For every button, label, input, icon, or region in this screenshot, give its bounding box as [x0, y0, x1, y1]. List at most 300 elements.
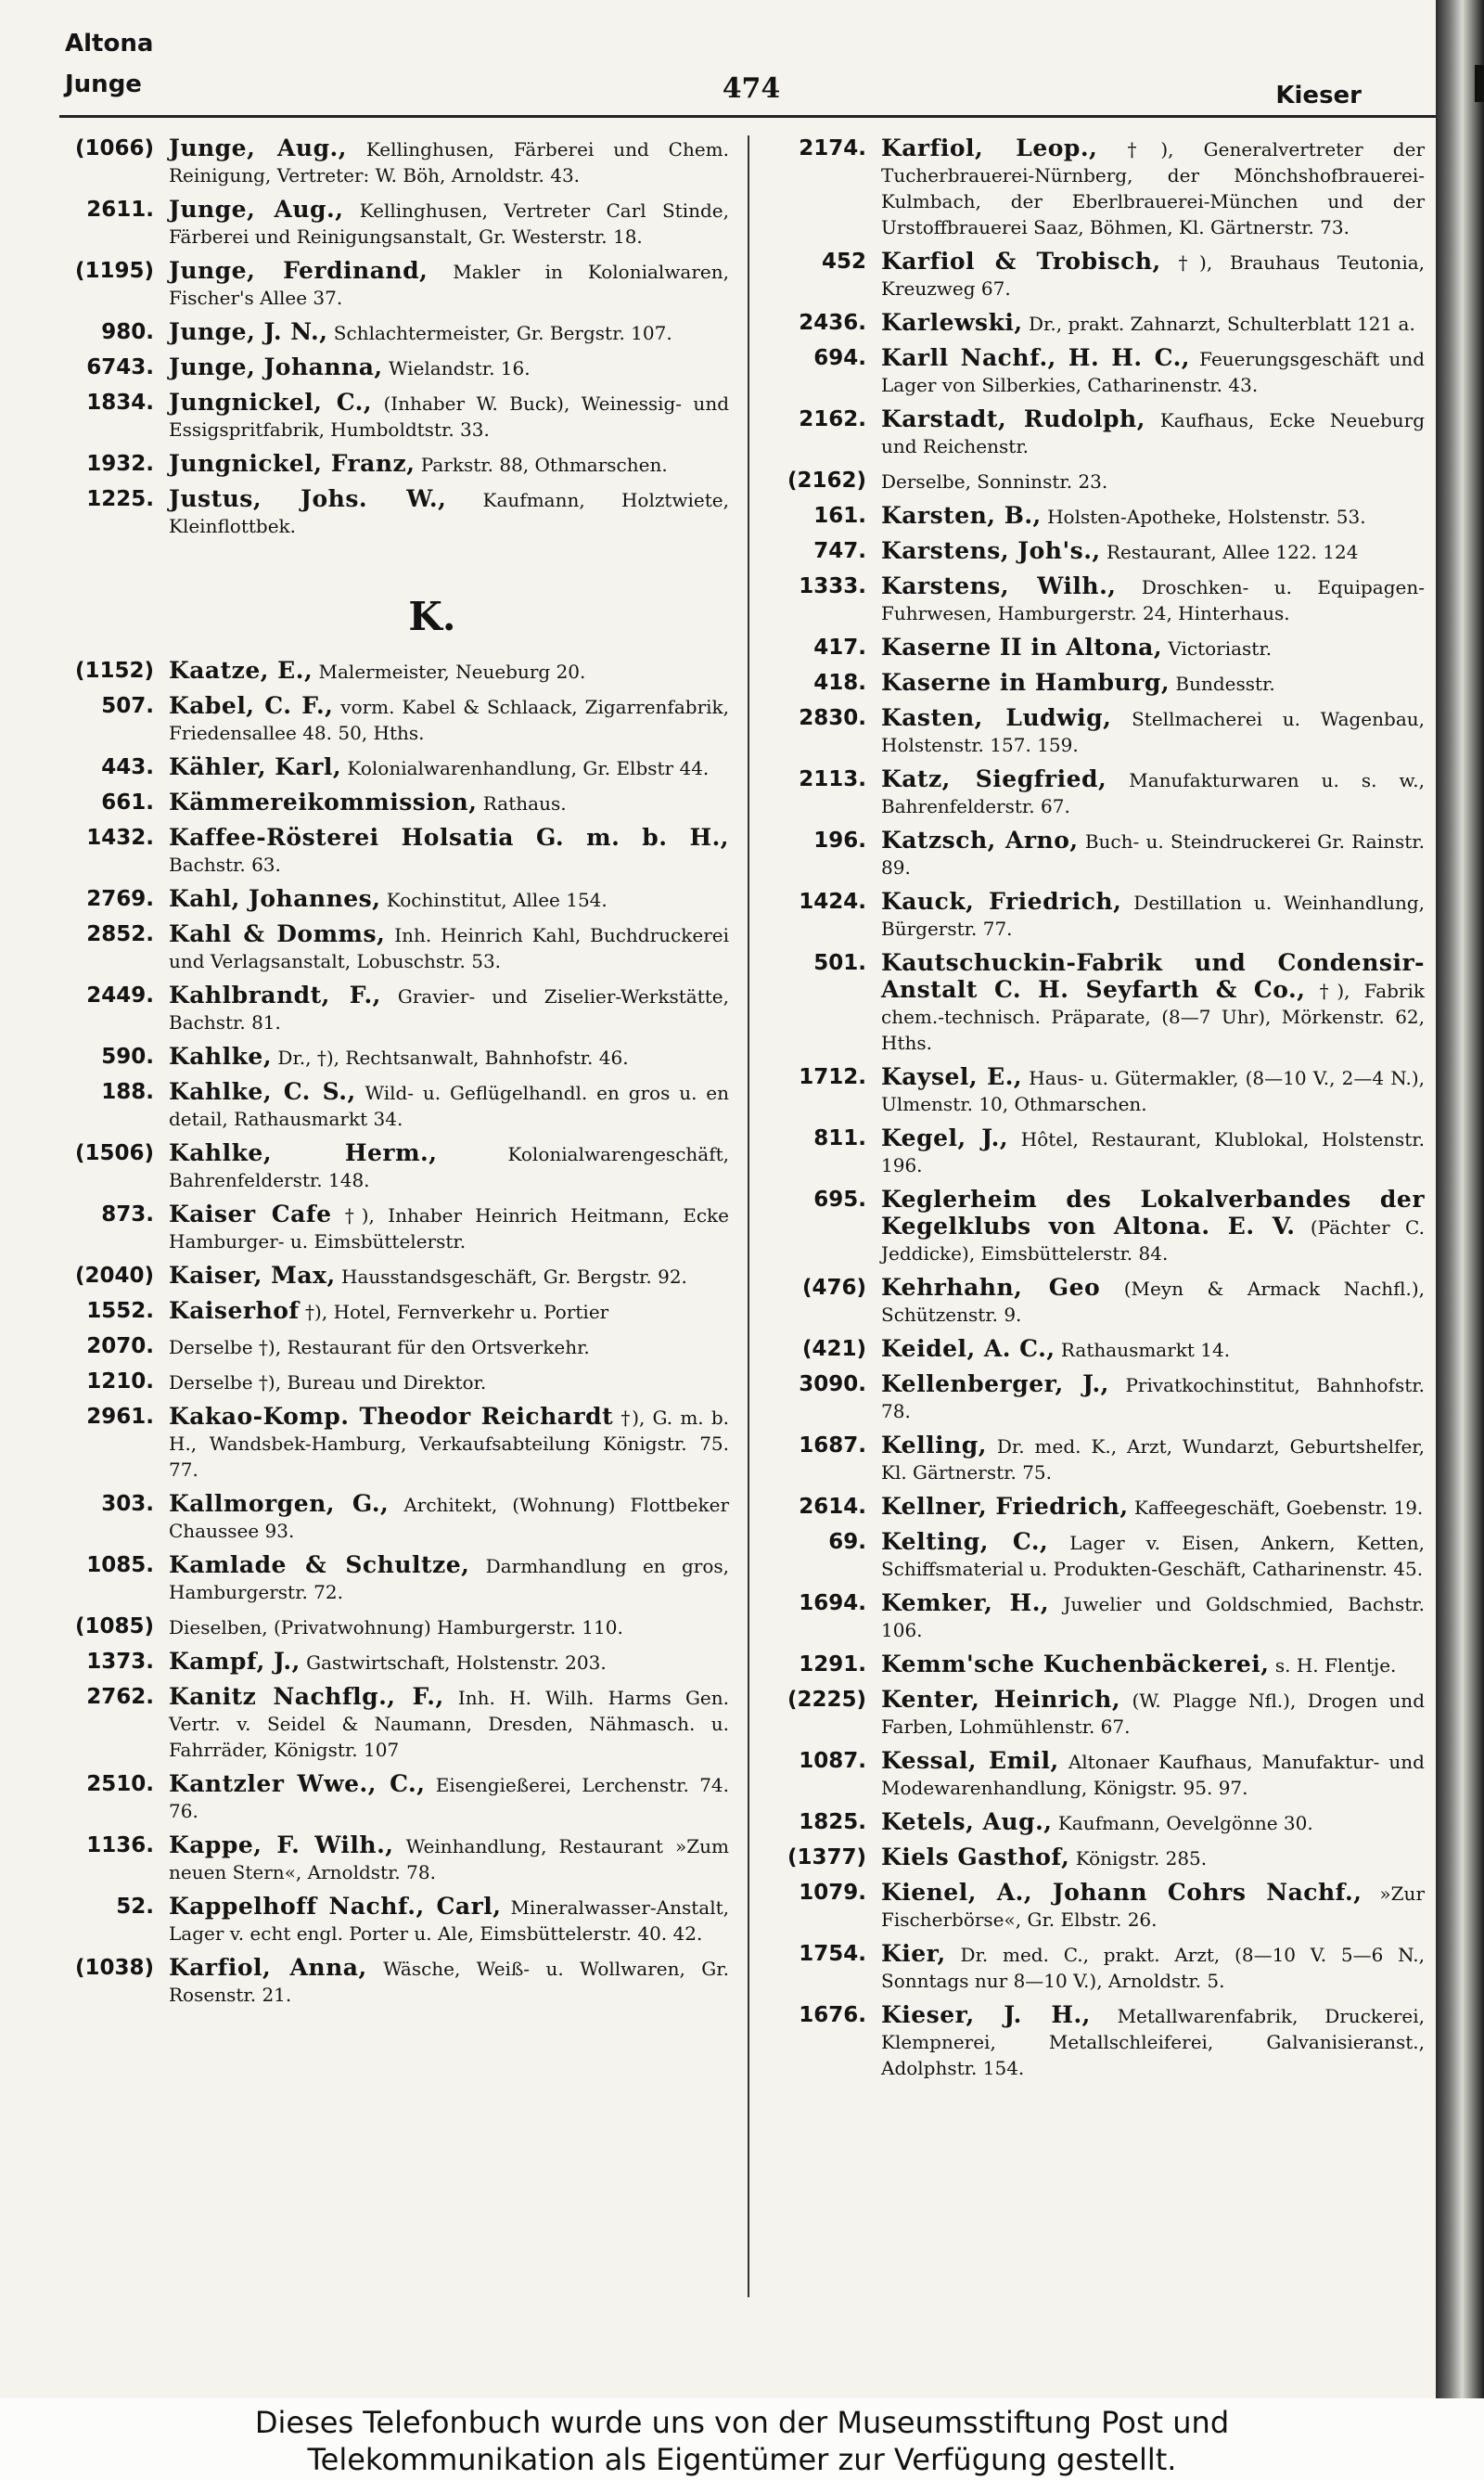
page-edge-shadow [1436, 0, 1484, 2398]
directory-entry [772, 766, 1425, 819]
directory-entry [772, 1371, 1425, 1424]
entry-details: Malermeister, Neueburg 20. [313, 661, 586, 683]
header-rule [59, 115, 1436, 118]
entry-details: Kochinstitut, Allee 154. [380, 889, 608, 911]
entry-details: †), G. m. b. H., Wandsbek-Hamburg, Verkaufsabteilung Königstr. 75. 77. [169, 1407, 729, 1481]
directory-entry [772, 1064, 1425, 1117]
subscriber-name: Karlewski, [881, 309, 1023, 336]
phone-number: 2174. [799, 136, 866, 161]
entry-text [881, 538, 1425, 565]
directory-entry [772, 889, 1425, 942]
entry-details: Bundesstr. [1170, 673, 1275, 695]
left-column [61, 135, 729, 2016]
phone-number: 2614. [799, 1495, 866, 1519]
entry-details: Inh. Heinrich Kahl, Buchdruckerei und Verlagsanstalt, Lobuschstr. 53. [169, 924, 729, 972]
phone-number: 661. [101, 790, 154, 815]
entry-details: (Meyn & Armack Nachfl.), Schützenstr. 9. [881, 1278, 1426, 1326]
phone-number: 2449. [86, 983, 154, 1008]
entry-details: †), Hotel, Fernverkehr u. Portier [299, 1301, 609, 1323]
subscriber-name: Katzsch, Arno, [881, 827, 1079, 854]
entry-details: Buch- u. Steindruckerei Gr. Rainstr. 89. [881, 830, 1425, 879]
entry-details: »Zur Fischerbörse«, Gr. Elbstr. 26. [881, 1882, 1426, 1931]
subscriber-name: Junge, Ferdinand, [169, 257, 429, 284]
entry-text [169, 790, 729, 816]
entry-text [169, 1368, 729, 1395]
phone-number: 188. [101, 1080, 154, 1104]
phone-number: 507. [101, 694, 154, 718]
directory-entry [772, 828, 1425, 880]
phone-number: 2162. [799, 407, 866, 431]
directory-entry [772, 1125, 1425, 1178]
entry-details: Altonaer Kaufhaus, Manufaktur- und Modewarenhandlung, Königstr. 95. 97. [881, 1751, 1425, 1799]
entry-details: Kaufmann, Holztwiete, Kleinflottbek. [169, 489, 729, 537]
entry-text [881, 1529, 1425, 1582]
directory-entry [772, 670, 1425, 697]
entry-text [169, 1894, 729, 1947]
subscriber-name: Kaiser Cafe [169, 1201, 332, 1227]
entry-details: Holsten-Apotheke, Holstenstr. 53. [1041, 506, 1366, 528]
entry-details: Bachstr. 63. [169, 854, 281, 876]
entry-text [881, 1651, 1425, 1678]
directory-entry [772, 1941, 1425, 1994]
subscriber-name: Kähler, Karl, [169, 753, 342, 780]
subscriber-name: Kabel, C. F., [169, 692, 334, 719]
entry-text [169, 1079, 729, 1132]
subscriber-name: Kier, [881, 1940, 946, 1967]
subscriber-name: Junge, Johanna, [169, 353, 383, 380]
phone-number: 1424. [799, 890, 866, 914]
entry-text [169, 886, 729, 913]
entries-before-section [61, 135, 729, 539]
directory-entry [61, 319, 729, 346]
directory-entry [61, 1044, 729, 1071]
directory-entry [61, 1649, 729, 1676]
entry-details: Victoriastr. [1162, 637, 1273, 660]
entry-text [881, 573, 1425, 626]
subscriber-name: Karstens, Joh's., [881, 537, 1101, 564]
phone-number: 1085. [86, 1553, 154, 1577]
subscriber-name: Kahlke, C. S., [169, 1078, 356, 1105]
entry-text [881, 1941, 1425, 1994]
directory-entry [61, 1079, 729, 1132]
phone-number: 6743. [86, 355, 154, 379]
phone-number: 2113. [799, 767, 866, 791]
subscriber-name: Junge, Aug., [169, 196, 344, 223]
subscriber-name: Kanitz Nachflg., F., [169, 1683, 444, 1710]
entry-details: Dieselben, (Privatwohnung) Hamburgerstr. 110. [169, 1616, 623, 1638]
entry-text [881, 889, 1425, 942]
directory-entry [772, 1651, 1425, 1678]
entry-text [169, 1333, 729, 1360]
directory-entry [61, 486, 729, 539]
subscriber-name: Justus, Johs. W., [169, 485, 447, 512]
subscriber-name: Kehrhahn, Geo [881, 1274, 1101, 1301]
directory-entry [61, 1491, 729, 1544]
directory-entry [61, 921, 729, 974]
directory-entry [772, 1336, 1425, 1363]
section-letter: K. [408, 594, 456, 639]
phone-number: 452 [821, 250, 866, 274]
phone-number: 694. [813, 346, 866, 370]
directory-entry [61, 983, 729, 1035]
entry-details: Kolonialwarengeschäft, Bahrenfelderstr. 148. [169, 1143, 729, 1191]
phone-number: 501. [813, 951, 866, 975]
directory-entry [772, 345, 1425, 398]
subscriber-name: Kamlade & Schultze, [169, 1551, 470, 1578]
directory-entry [772, 1529, 1425, 1582]
phone-number: 1291. [799, 1652, 866, 1677]
subscriber-name: Ketels, Aug., [881, 1808, 1053, 1835]
entry-text [881, 828, 1425, 880]
directory-entry [61, 825, 729, 878]
phone-number: 69. [828, 1530, 866, 1554]
phone-number: 1432. [86, 826, 154, 850]
subscriber-name: Keidel, A. C., [881, 1335, 1055, 1362]
phone-number: 1754. [799, 1942, 866, 1966]
directory-entry [61, 258, 729, 311]
directory-entry [772, 249, 1425, 302]
phone-number: (1506) [74, 1141, 154, 1165]
subscriber-name: Kaserne II in Altona, [881, 634, 1163, 661]
subscriber-name: Kienel, A., Johann Cohrs Nachf., [881, 1879, 1362, 1906]
phone-number: 2830. [799, 706, 866, 730]
entry-details: Schlachtermeister, Gr. Bergstr. 107. [327, 322, 672, 344]
directory-entry [772, 406, 1425, 459]
directory-entry [772, 1748, 1425, 1801]
entry-details: Eisengießerei, Lerchenstr. 74. 76. [169, 1774, 729, 1822]
phone-number: 811. [813, 1126, 866, 1150]
subscriber-name: Kaffee-Rösterei Holsatia G. m. b. H., [169, 824, 729, 851]
directory-entry [772, 1433, 1425, 1485]
subscriber-name: Jungnickel, C., [169, 389, 373, 416]
directory-entry [61, 693, 729, 746]
entry-text [169, 1201, 729, 1254]
entry-text [169, 390, 729, 443]
subscriber-name: Kellenberger, J., [881, 1370, 1109, 1397]
entry-text [881, 345, 1425, 398]
directory-entry [772, 135, 1425, 240]
last-entry-name: Kieser [1275, 82, 1362, 109]
directory-entry [61, 1263, 729, 1290]
subscriber-name: Kemker, H., [881, 1589, 1050, 1616]
entry-details: Wild- u. Geflügelhandl. en gros u. en detail, Rathausmarkt 34. [169, 1082, 730, 1130]
entry-text [881, 1494, 1425, 1521]
entry-text [881, 1125, 1425, 1178]
directory-entry [772, 1687, 1425, 1740]
entry-details: Haus- u. Gütermakler, (8—10 V., 2—4 N.), Ulmenstr. 10, Othmarschen. [881, 1067, 1425, 1115]
subscriber-name: Kautschuckin-Fabrik und Condensir-Anstalt C. H. Seyfarth & Co., [881, 949, 1425, 1003]
directory-entry [772, 635, 1425, 662]
phone-number: 2762. [86, 1685, 154, 1709]
subscriber-name: Kahl, Johannes, [169, 885, 381, 912]
subscriber-name: Kieser, J. H., [881, 2001, 1091, 2028]
phone-number: 443. [101, 755, 154, 779]
entry-text [169, 451, 729, 478]
directory-entry [61, 1955, 729, 2008]
phone-number: 417. [813, 636, 866, 660]
subscriber-name: Kellner, Friedrich, [881, 1493, 1129, 1520]
subscriber-name: Jungnickel, Franz, [169, 450, 416, 477]
phone-number: 1373. [86, 1650, 154, 1674]
subscriber-name: Kauck, Friedrich, [881, 888, 1122, 915]
phone-number: 2852. [86, 922, 154, 946]
phone-number: 1225. [86, 487, 154, 511]
phone-number: 1834. [86, 391, 154, 415]
entry-details: Dr. med. K., Arzt, Wundarzt, Geburtshelfer, Kl. Gärtnerstr. 75. [881, 1435, 1425, 1484]
directory-entry [61, 1684, 729, 1763]
phone-number: 196. [813, 829, 866, 853]
entry-details: †), Inhaber Heinrich Heitmann, Ecke Hamburger- u. Eimsbüttelerstr. [169, 1204, 729, 1253]
directory-entry [772, 1275, 1425, 1328]
subscriber-name: Karstadt, Rudolph, [881, 405, 1145, 432]
phone-number: 1333. [799, 574, 866, 598]
phone-number: 1552. [86, 1299, 154, 1323]
phone-number: 1210. [86, 1369, 154, 1394]
entry-details: Juwelier und Goldschmied, Bachstr. 106. [881, 1593, 1425, 1641]
directory-entry [61, 886, 729, 913]
phone-number: 1932. [86, 452, 154, 476]
entry-details: Gastwirtschaft, Holstenstr. 203. [300, 1651, 607, 1674]
entry-details: Architekt, (Wohnung) Flottbeker Chaussee 93. [169, 1494, 730, 1542]
entry-text [881, 950, 1425, 1056]
entry-details: Derselbe †), Restaurant für den Ortsverkehr. [169, 1336, 590, 1358]
entry-text [169, 1552, 729, 1605]
entry-details: (Pächter C. Jeddicke), Eimsbüttelerstr. 84. [881, 1216, 1425, 1265]
phone-number: 418. [813, 671, 866, 695]
subscriber-name: Kelling, [881, 1432, 987, 1458]
directory-entry [772, 1844, 1425, 1871]
directory-entry [61, 1832, 729, 1885]
entry-text [169, 135, 729, 188]
directory-entry [61, 1894, 729, 1947]
entry-text [169, 197, 729, 250]
entry-details: Gravier- und Ziselier-Werkstätte, Bachstr. 81. [169, 985, 729, 1034]
page-edge-mark [1475, 65, 1484, 102]
subscriber-name: Kaiser, Max, [169, 1262, 336, 1289]
entry-details: Makler in Kolonialwaren, Fischer's Allee 37. [169, 261, 729, 309]
entry-details: Weinhandlung, Restaurant »Zum neuen Stern«, Arnoldstr. 78. [169, 1835, 729, 1883]
entry-text [169, 1771, 729, 1824]
subscriber-name: Katz, Siegfried, [881, 765, 1107, 792]
entry-text [169, 921, 729, 974]
entry-text [881, 1336, 1425, 1363]
directory-entry [772, 1187, 1425, 1266]
subscriber-name: Kaiserhof [169, 1297, 300, 1324]
entry-text [169, 1684, 729, 1763]
phone-number: 590. [101, 1045, 154, 1069]
subscriber-name: Karfiol & Trobisch, [881, 248, 1161, 275]
entry-details: Rathaus. [477, 792, 567, 815]
entry-details: †), Generalvertreter der Tucherbrauerei-Nürnberg, der Mönchshofbrauerei-Kulmbach, der Eberlbrauerei-München und der Urstoffbrauerei Saaz, Böhmen, Kl. Gärtnerstr. 73. [881, 138, 1426, 238]
entry-text [169, 754, 729, 781]
subscriber-name: Kahl & Domms, [169, 920, 386, 947]
city-heading: Altona [65, 30, 154, 58]
directory-entry [61, 135, 729, 188]
entry-details: Dr., prakt. Zahnarzt, Schulterblatt 121 a. [1022, 313, 1415, 335]
entry-text [169, 1140, 729, 1193]
entry-details: Dr., †), Rechtsanwalt, Bahnhofstr. 46. [272, 1047, 629, 1069]
entry-text [169, 258, 729, 311]
subscriber-name: Junge, Aug., [169, 135, 347, 161]
phone-number: 1676. [799, 2003, 866, 2027]
entry-text [881, 249, 1425, 302]
subscriber-name: Kelting, C., [881, 1528, 1049, 1555]
directory-entry [772, 468, 1425, 495]
subscriber-name: Kegel, J., [881, 1124, 1009, 1151]
entry-details: Kaffeegeschäft, Goebenstr. 19. [1128, 1497, 1424, 1519]
phone-number: (476) [801, 1276, 866, 1300]
directory-entry [772, 1590, 1425, 1643]
subscriber-name: Keglerheim des Lokalverbandes der Kegelklubs von Altona. E. V. [881, 1186, 1425, 1240]
phone-number: (1195) [74, 259, 154, 283]
entry-text [169, 825, 729, 878]
phone-number: 2769. [86, 887, 154, 911]
phone-number: 2436. [799, 311, 866, 335]
subscriber-name: Kaserne in Hamburg, [881, 669, 1171, 696]
subscriber-name: Karfiol, Leop., [881, 135, 1098, 161]
entry-details: Lager v. Eisen, Ankern, Ketten, Schiffsmaterial u. Produkten-Geschäft, Catharinenstr. 45. [881, 1532, 1425, 1580]
entry-text [169, 319, 729, 346]
first-entry-name: Junge [65, 71, 142, 98]
directory-entry [772, 705, 1425, 758]
directory-entry [61, 1333, 729, 1360]
entry-details: Manufakturwaren u. s. w., Bahrenfelderstr. 67. [881, 769, 1425, 817]
entry-text [881, 2002, 1425, 2081]
entry-text [169, 1044, 729, 1071]
directory-entry [772, 1494, 1425, 1521]
entry-details: (W. Plagge Nfl.), Drogen und Farben, Lohmühlenstr. 67. [881, 1690, 1425, 1738]
entry-text [169, 983, 729, 1035]
entry-text [169, 1649, 729, 1676]
entry-text [881, 310, 1425, 337]
phone-number: (2162) [787, 469, 866, 493]
subscriber-name: Kemm'sche Kuchenbäckerei, [881, 1651, 1270, 1677]
entry-details: Rathausmarkt 14. [1055, 1339, 1231, 1361]
directory-entry [772, 503, 1425, 530]
entry-details: Hausstandsgeschäft, Gr. Bergstr. 92. [335, 1266, 687, 1288]
entry-details: Hôtel, Restaurant, Klublokal, Holstenstr. 196. [881, 1128, 1425, 1176]
entry-text [881, 406, 1425, 459]
entry-text [881, 766, 1425, 819]
entry-text [881, 1064, 1425, 1117]
phone-number: (2225) [787, 1688, 866, 1712]
directory-entry [61, 451, 729, 478]
subscriber-name: Karfiol, Anna, [169, 1954, 367, 1981]
entry-details: Destillation u. Weinhandlung, Bürgerstr. 77. [881, 892, 1425, 940]
directory-entry [61, 1613, 729, 1640]
phone-number: 1825. [799, 1810, 866, 1834]
entry-details: Feuerungsgeschäft und Lager von Silberkies, Catharinenstr. 43. [881, 348, 1426, 396]
subscriber-name: Karll Nachf., H. H. C., [881, 344, 1190, 371]
phone-number: (1152) [74, 659, 154, 683]
entry-details: Stellmacherei u. Wagenbau, Holstenstr. 157. 159. [881, 708, 1425, 756]
directory-entry [772, 538, 1425, 565]
directory-entry [61, 1771, 729, 1824]
directory-entry [61, 1140, 729, 1193]
phone-number: (1085) [74, 1614, 154, 1638]
phone-number: 2611. [86, 198, 154, 222]
directory-entry [61, 658, 729, 685]
footer-notice [0, 2398, 1484, 2480]
entry-text [881, 1844, 1425, 1871]
entry-details: Kaufmann, Oevelgönne 30. [1052, 1812, 1313, 1834]
directory-entry [772, 2002, 1425, 2081]
entry-text [881, 635, 1425, 662]
phone-number: 1087. [799, 1749, 866, 1773]
phone-number: 1079. [799, 1881, 866, 1905]
subscriber-name: Kessal, Emil, [881, 1747, 1059, 1774]
entry-text [169, 1263, 729, 1290]
phone-number: 747. [813, 539, 866, 563]
entry-details: s. H. Flentje. [1269, 1654, 1397, 1677]
phone-number: 873. [101, 1202, 154, 1227]
entry-details: Wäsche, Weiß- u. Wollwaren, Gr. Rosenstr. 21. [169, 1958, 729, 2006]
subscriber-name: Kappelhoff Nachf., Carl, [169, 1893, 502, 1920]
entry-text [881, 503, 1425, 530]
subscriber-name: Kaatze, E., [169, 657, 313, 684]
phone-number: (1038) [74, 1956, 154, 1980]
directory-entry [61, 1298, 729, 1325]
phone-number: 3090. [799, 1372, 866, 1396]
entry-details: Kolonialwarenhandlung, Gr. Elbstr 44. [341, 757, 710, 779]
subscriber-name: Kallmorgen, G., [169, 1490, 390, 1517]
entry-text [881, 1687, 1425, 1740]
entry-details: Darmhandlung en gros, Hamburgerstr. 72. [169, 1555, 730, 1603]
subscriber-name: Kampf, J., [169, 1648, 301, 1675]
entries-after-section [61, 658, 729, 2008]
phone-number: 1136. [86, 1833, 154, 1857]
entry-details: vorm. Kabel & Schlaack, Zigarrenfabrik, Friedensallee 48. 50, Hths. [169, 696, 729, 744]
entry-text [881, 1187, 1425, 1266]
running-header-left [65, 28, 153, 100]
directory-entry [61, 390, 729, 443]
phone-number: 2070. [86, 1334, 154, 1358]
entry-details: Privatkochinstitut, Bahnhofstr. 78. [881, 1374, 1425, 1422]
entry-details: Kellinghusen, Vertreter Carl Stinde, Färberei und Reinigungsanstalt, Gr. Westerstr. 18. [169, 199, 729, 248]
entry-text [881, 1748, 1425, 1801]
directory-entry [61, 1404, 729, 1483]
directory-entry [61, 354, 729, 381]
directory-entry [61, 790, 729, 816]
entry-details: (Inhaber W. Buck), Weinessig- und Essigspritfabrik, Humboldtstr. 33. [169, 392, 729, 441]
phone-number: (1066) [74, 136, 154, 161]
entry-text [881, 135, 1425, 240]
phone-number: 303. [101, 1492, 154, 1516]
phone-number: 2961. [86, 1405, 154, 1429]
phone-number: (2040) [74, 1264, 154, 1288]
subscriber-name: Kakao-Komp. Theodor Reichardt [169, 1403, 614, 1430]
entry-text [881, 1371, 1425, 1424]
entry-details: Kellinghusen, Färberei und Chem. Reinigung, Vertreter: W. Böh, Arnoldstr. 43. [169, 138, 729, 186]
entry-text [881, 1433, 1425, 1485]
phone-number: 1694. [799, 1591, 866, 1615]
entry-details: Mineralwasser-Anstalt, Lager v. echt engl. Porter u. Ale, Eimsbüttelerstr. 40. 42. [169, 1896, 729, 1945]
phone-number: 980. [101, 320, 154, 344]
directory-entry [772, 1880, 1425, 1933]
entry-text [169, 354, 729, 381]
subscriber-name: Kantzler Wwe., C., [169, 1770, 426, 1797]
directory-entry [61, 197, 729, 250]
subscriber-name: Kahlke, Herm., [169, 1139, 438, 1166]
phone-number: 52. [116, 1895, 154, 1919]
entry-details: †), Fabrik chem.-technisch. Präparate, (8—7 Uhr), Mörkenstr. 62, Hths. [881, 980, 1426, 1054]
column-divider [748, 135, 749, 2297]
entry-details: Wielandstr. 16. [382, 357, 531, 379]
entry-details: Königstr. 285. [1069, 1847, 1208, 1870]
page-number: 474 [722, 72, 781, 105]
subscriber-name: Kahlbrandt, F., [169, 982, 381, 1009]
footer-line-1: Dieses Telefonbuch wurde uns von der Museumsstiftung Post und [254, 2405, 1230, 2440]
